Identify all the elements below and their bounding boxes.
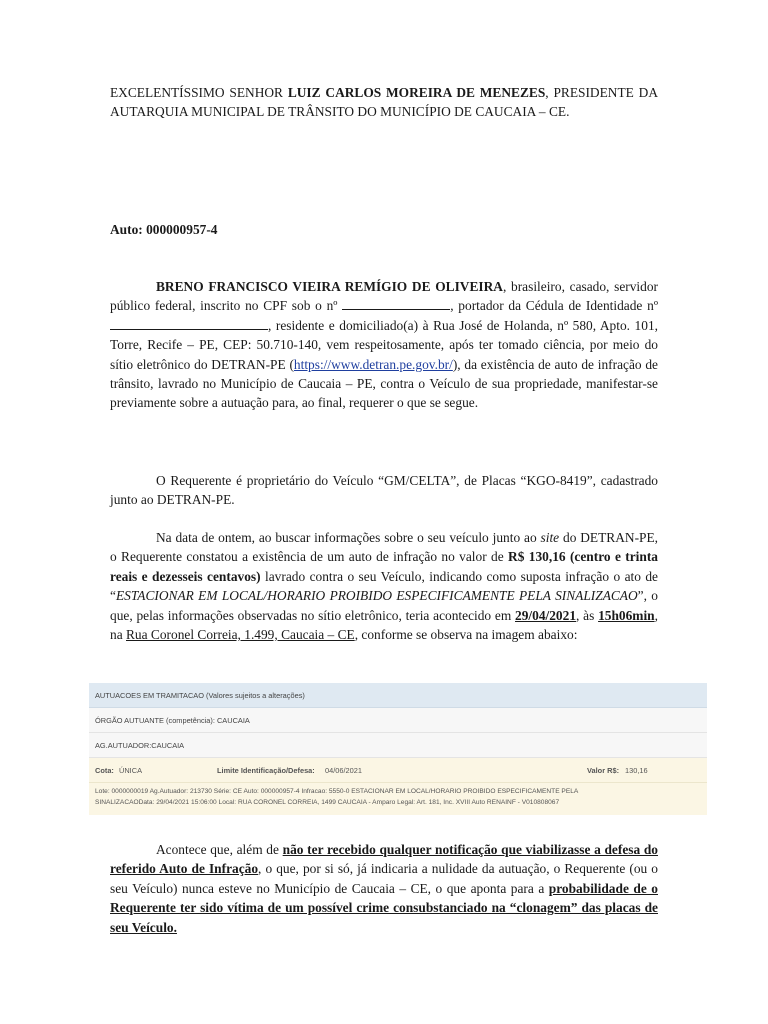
auto-number: Auto: 000000957-4 — [110, 222, 218, 237]
cpf-blank — [342, 297, 450, 310]
screenshot-row-cota: Cota: ÚNICA Limite Identificação/Defesa: 04/06/2021 Valor R$: 130,16 — [89, 758, 707, 783]
infraction-date: 29/04/2021 — [515, 607, 577, 623]
cloning-claim: probabilidade de o Requerente ter sido vítima de um possível crime consubstanciado na “clonagem” das placas de seu Veículo. — [110, 880, 658, 935]
screenshot-row-title: AUTUACOES EM TRAMITACAO (Valores sujeitos a alterações) — [89, 683, 707, 708]
no-notification-claim: não ter recebido qualquer notificação que viabilizasse a defesa do referido Auto de Infração — [110, 842, 658, 877]
facts-paragraph: Na data de ontem, ao buscar informações sobre o seu veículo junto ao site do DETRAN-PE, o Requerente constatou a existência de um auto de infração no valor de R$ 130,16 (centro e trinta reais e dezesseis centavos) lavrado contra o seu Veículo, indicando como suposta infração o ato de “ESTACIONAR EM LOCAL/HORARIO PROIBIDO ESPECIFICAMENTE PELA SINALIZACAO”, o que, pelas informações observadas no sítio eletrônico, teria acontecido em 29/04/2021, às 15h06min, na Rua Coronel Correia, 1.499, Caucaia – CE, conforme se observa na imagem abaixo: — [110, 530, 658, 643]
infraction-location: Rua Coronel Correia, 1.499, Caucaia – CE — [126, 627, 355, 643]
infraction-description: ESTACIONAR EM LOCAL/HORARIO PROIBIDO ESPECIFICAMENTE PELA SINALIZACAO — [115, 588, 638, 604]
addressee-header — [110, 83, 658, 122]
requester-name: BRENO FRANCISCO VIEIRA REMÍGIO DE OLIVEIRA — [156, 279, 503, 294]
rg-blank — [110, 317, 268, 330]
argument-paragraph: Acontece que, além de não ter recebido qualquer notificação que viabilizasse a defesa do referido Auto de Infração, o que, por si só, já indicaria a nulidade da autuação, o Requerente (ou o seu Veículo) nunca esteve no Município de Caucaia – CE, o que aponta para a probabilidade de o Requerente ter sido vítima de um possível crime consubstanciado na “clonagem” das placas de seu Veículo. — [110, 842, 658, 935]
site-word: site — [540, 530, 560, 545]
detran-link[interactable]: https://www.detran.pe.gov.br/ — [293, 356, 453, 372]
fine-value: R$ 130,16 (centro e trinta reais e dezesseis centavos) — [110, 549, 658, 584]
header-rest: , PRESIDENTE DA AUTARQUIA MUNICIPAL DE TRÂNSITO DO MUNICÍPIO DE CAUCAIA – CE. — [110, 85, 658, 120]
screenshot-row-lote: Lote: 0000000019 Ag.Autuador: 213730 Série: CE Auto: 000000957-4 Infracao: 5550-0 ESTACIONAR EM LOCAL/HORARIO PROIBIDO ESPECIFICAMENTE PELA SINALIZACAOData: 29/04/2021 15:06:00 Local: RUA CORONEL CORREIA, 1499 CAUCAIA - Amparo Legal: Art. 181, Inc. XVIII Auto RENAINF - V010808067 — [89, 783, 707, 815]
qualification-paragraph: BRENO FRANCISCO VIEIRA REMÍGIO DE OLIVEIRA, brasileiro, casado, servidor público federal, inscrito no CPF sob o nº , portador da Cédula de Identidade nº , residente e domiciliado(a) à Rua José de Holanda, nº 580, Apto. 101, Torre, Recife – PE, CEP: 50.710-140, vem respeitosamente, após ter tomado ciência, por meio do sítio eletrônico do DETRAN-PE (https://www.detran.pe.gov.br/), da existência de auto de infração de trânsito, lavrado no Município de Caucaia – PE, contra o Veículo de sua propriedade, manifestar-se previamente sobre a autuação para, ao final, requerer o que se segue. — [110, 279, 658, 411]
addressee-name: LUIZ CARLOS MOREIRA DE MENEZES — [287, 85, 546, 100]
screenshot-row-orgao: ÓRGÃO AUTUANTE (competência): CAUCAIA — [89, 708, 707, 733]
header-prefix: EXCELENTÍSSIMO SENHOR — [110, 85, 283, 100]
detran-screenshot — [89, 683, 707, 815]
screenshot-row-agente: AG.AUTUADOR:CAUCAIA — [89, 733, 707, 758]
vehicle-paragraph: O Requerente é proprietário do Veículo “GM/CELTA”, de Placas “KGO-8419”, cadastrado junto ao DETRAN-PE. — [110, 473, 658, 508]
infraction-time: 15h06min — [598, 607, 655, 623]
